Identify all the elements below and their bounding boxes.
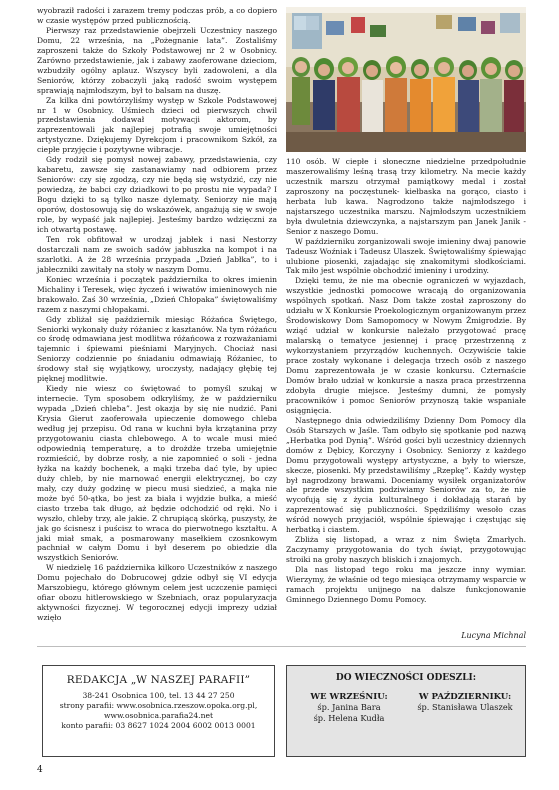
- article-paragraph: Gdy rodził się pomysł nowej zabawy, przedstawienia, czy kabaretu, zawsze się zastanawiamy nad odbiorem przez Seniorów: czy się zgodzą, czy nie będą się wstydzić, czy nie powiedzą, że babci czy dziadkowi to po prostu nie wypada? I Bogu dzięki to są tylko nasze dylematy. Seniorzy nie mają oporów, dostosowują się do wskazówek, angażują się w swoje role, by wypaść jak najlepiej. Jesteśmy bardzo wdzięczni za ich otwartą postawę.: [37, 155, 277, 234]
- article-paragraph: Ten rok obfitował w urodzaj jabłek i nasi Nestorzy dostarczali nam ze swoich sadów jabłuszka na kompot i na szarlotki. A że 28 września przypada „Dzień Jabłka”, to i jabłeczniki zawitały na stoły w naszym Domu.: [37, 234, 277, 274]
- article-paragraph: W październiku zorganizowali swoje imieniny dwaj panowie Tadeusz Woźniak i Tadeusz Ulaszek. Świętowaliśmy śpiewając ulubione piosenki, zajadając się znakomitymi słodkościami. Tak miło jest wspólnie obchodzić imieniny i urodziny.: [286, 236, 526, 276]
- article-paragraph: Zbliża się listopad, a wraz z nim Święta Zmarłych. Zaczynamy przygotowania do tych świąt, przygotowując stroiki na groby naszych bliskich i znajomych.: [286, 535, 526, 565]
- article-paragraph: W niedzielę 16 października kilkoro Uczestników z naszego Domu pojechało do Dobrucowej gdzie odbył się VI edycja Marszobiegu, którego głównym celem jest uczczenie pamięci ofiar obozu hitlerowskiego w Szebniach, oraz popularyzacja aktywności fizycznej. W tegorocznej edycji imprezy udział wzięło: [37, 563, 277, 623]
- section-divider: [37, 646, 526, 647]
- obituary-title: DO WIECZNOŚCI ODESZLI:: [335, 673, 477, 683]
- author-signature: Lucyna Michnal: [461, 631, 526, 640]
- obituary-october: [411, 692, 519, 713]
- editorial-address: 38-241 Osobnica 100, tel. 13 44 27 250: [82, 691, 235, 700]
- article-paragraph: Koniec września i początek października to okres imienin Michaliny i Teresek, więc życzeń i wiwatów imieninowych nie brakowało. Zaś 30 września, „Dzień Chłopaka” świętowaliśmy razem z naszymi chłopakami.: [37, 274, 277, 314]
- article-paragraph: Pierwszy raz przedstawienie obejrzeli Uczestnicy naszego Domu, 22 września, na „Pożegnanie lata”. Zostaliśmy zaproszeni także do Szkoły Podstawowej nr 2 w Osobnicy. Zarówno przedstawienie, jak i zabawy zaoferowane dzieciom, wzbudziły ogólny aplauz. Wszyscy byli zadowoleni, a dla Seniorów, którzy zobaczyli jaką radość swoim występem sprawiają najmłodszym, był to balsam na duszę.: [37, 25, 277, 95]
- editorial-box: [42, 665, 275, 757]
- obituary-september-heading: WE WRZEŚNIU:: [310, 692, 388, 702]
- editorial-account: konto parafii: 03 8627 1024 2004 6002 0013 0001: [61, 721, 256, 730]
- article-right-column: [286, 157, 526, 605]
- editorial-title: REDAKCJA „W NASZEJ PARAFII”: [66, 674, 251, 686]
- article-paragraph: wyobraził radości i zarazem tremy podczas prób, a co dopiero w czasie występów przed publicznością.: [37, 6, 277, 25]
- obituary-box: [286, 665, 526, 757]
- obituary-september: [299, 692, 399, 723]
- article-paragraph: Dla nas listopad tego roku ma jeszcze inny wymiar. Wierzymy, że właśnie od tego miesiąca otrzymamy wsparcie w ramach projektu unijnego na dalsze funkcjonowanie Gminnego Dziennego Domu Pomocy.: [286, 565, 526, 604]
- article-paragraph: Za kilka dni powtórzyliśmy występ w Szkole Podstawowej nr 1 w Osobnicy. Uśmiech dzieci od pierwszych chwil przedstawienia dodawał motywacji aktorom, by zaprezentowali jak najlepiej potrafią swoje umiejętności artystyczne. Dziękujemy Dyrekcjom i pracownikom Szkół, za ciepłe przyjęcie i pozytywne wibracje.: [37, 95, 277, 155]
- page-number: 4: [37, 765, 43, 775]
- article-paragraph: Dzięki temu, że nie ma obecnie ograniczeń w wyjazdach, wszystkie jednostki pomocowe wracają do organizowania wspólnych spotkań. Nasz Dom także został zaproszony do udziału w X Konkursie Proekologicznym organizowanym przez Środowiskowy Dom Samopomocy w Nowym Żmigrodzie. By wziąć udział w konkursie należało przygotować pracę malarską o tematyce jesiennej i pracę przestrzenną z wykorzystaniem przyrządów kuchennych. Oczywiście takie prace zostały wykonane i delegacja trzech osób z naszego Domu zaprezentowała je w czasie konkursu. Czternaście Domów brało udział w konkursie a nasza praca przestrzenna zdobyła drugie miejsce. Jesteśmy dumni, że pomysły pracowników i pomoc Seniorów przynoszą takie wspaniałe osiągnięcia.: [286, 276, 526, 415]
- editorial-website-1: strony parafii: www.osobnica.rzeszow.opoka.org.pl,: [59, 701, 258, 710]
- obituary-name: śp. Janina Bara: [317, 702, 381, 713]
- article-paragraph: Następnego dnia odwiedziliśmy Dzienny Dom Pomocy dla Osób Starszych w Jaśle. Tam odbyło się spotkanie pod nazwą „Herbatka pod Dynią”. Wśród gości byli uczestnicy dziennych domów z Dębicy, Korczyny i Osobnicy. Seniorzy z każdego Domu przygotowali występy artystyczne, a były to wiersze, skecze, piosenki. My przedstawiliśmy „Rzepkę”. Każdy występ był nagrodzony brawami. Doceniamy wysiłek organizatorów ale przede wszystkim podziwiamy Seniorów za to, że nie wycofują się z życia kulturalnego i dokładają starań by zaprezentować się publiczności. Spędziliśmy wesoło czas wśród nowych przyjaciół, wspólnie śpiewając i częstując się herbatką i ciastem.: [286, 415, 526, 535]
- obituary-name: śp. Helena Kudła: [313, 712, 385, 723]
- article-paragraph: Gdy zbliżał się październik miesiąc Różańca Świętego, Seniorki wykonały duży różaniec z kasztanów. Na tym różańcu co środę odmawiana jest modlitwa różańcowa z rozważaniami tajemnic i śpiewami pieśniami Maryjnych. Chociaż nasi Seniorzy codziennie po śniadaniu odmawiają Różaniec, to środowy stał się wyjątkowy, uroczysty, nadający głębię tej pięknej modlitwie.: [37, 314, 277, 384]
- article-left-column: [37, 6, 277, 623]
- article-paragraph: 110 osób. W ciepłe i słoneczne niedzielne przedpołudnie maszerowaliśmy leśną trasą trzy kilometry. Na mecie każdy uczestnik marszu otrzymał pamiątkowy medal i został zaproszony na poczęstunek- kiełbaska na gorąco, ciasto i herbata lub kawa. Nagrodzono także najmłodszego i najstarszego uczestnika marszu. Najmłodszym uczestnikiem była dwuletnia dziewczynka, a najstarszym pan Janek Janik - Senior z naszego Domu.: [286, 157, 526, 236]
- editorial-website-2: www.osobnica.parafia24.net: [103, 711, 214, 720]
- group-photo: [286, 7, 526, 152]
- obituary-october-heading: W PAŹDZIERNIKU:: [418, 692, 512, 702]
- obituary-name: śp. Stanisława Ulaszek: [417, 702, 513, 713]
- article-paragraph: Kiedy nie wiesz co świętować to pomyśl szukaj w internecie. Tym sposobem odkryliśmy, że w październiku wypada „Dzień chleba”. Jest okazja by się nie nudzić. Pani Krysia Gierut zaoferowała upieczenie domowego chleba według jej przepisu. Od rana w kuchni była krzątanina przy przygotowaniu ciasta chlebowego. A to wcale musi mieć odpowiednią temperaturę, a to drożdże trzeba umiejętnie rozmieścić, by dobrze rosły, a nie zapomnieć o soli - jedna łyżka na każdy bochenek, a mąki trzeba dać tyle, by upiec duży chleb, by nie marnować energii elektrycznej, bo czy mały, czy duży godzinę w piecu musi siedzieć, a mąka nie może być 50-ątka, bo jest za biała i wyjdzie bułka, a mieść ciasto trzeba tak długo, aż będzie odchodzić od ręki. No i wyszło, chleby trzy, ale jakie. Z chrupiącą skórką, puszysty, że jak go ścisnesz i puścisz to wraca do pierwotnego kształtu. A jaki miał smak, a posmarowany masełkiem czosnkowym pachniał w całym Domu i był deserem po obiedzie dla wszystkich Seniorów.: [37, 384, 277, 563]
